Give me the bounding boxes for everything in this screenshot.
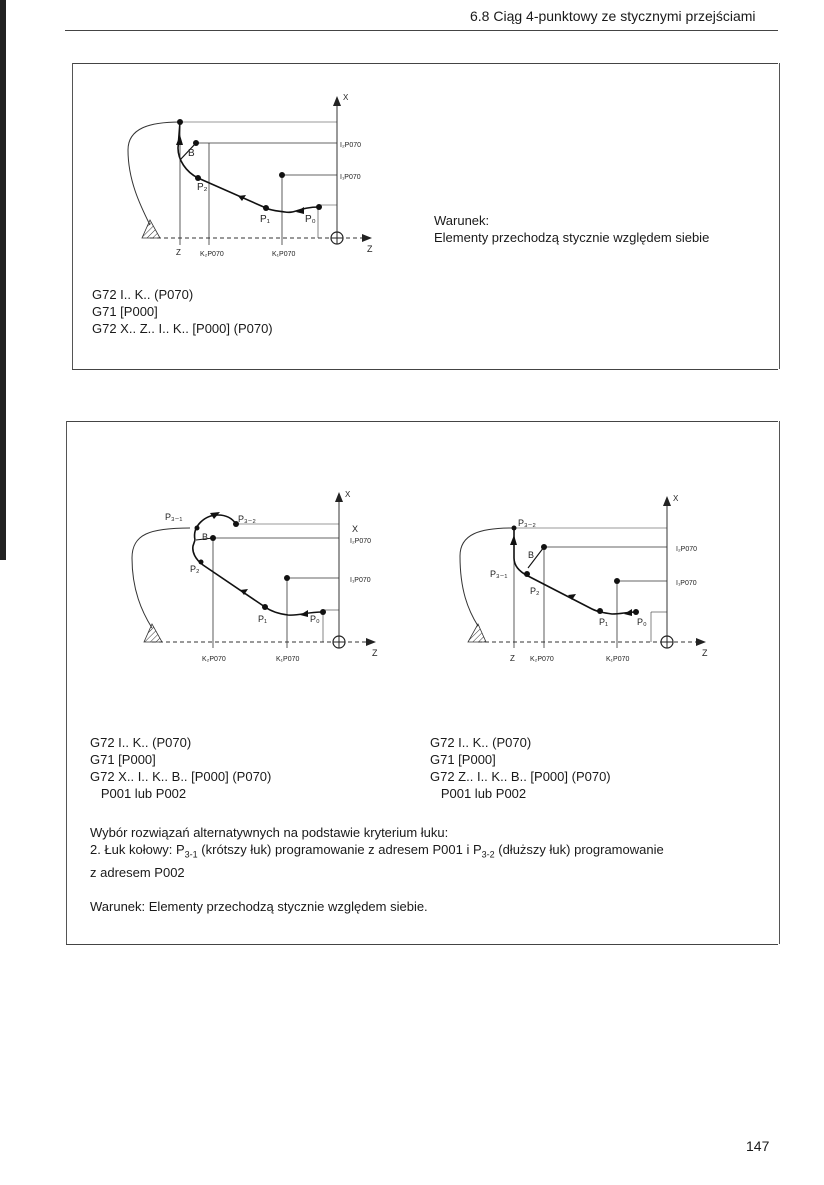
d3-label-p31: P₃₋₁ — [490, 569, 508, 579]
box2-condition: Warunek: Elementy przechodzą stycznie względem siebie. — [90, 898, 428, 914]
d1-label-k1: K₁P070 — [272, 251, 296, 258]
d3-point-i1 — [614, 578, 620, 584]
d2-label-p1: P₁ — [258, 614, 268, 624]
d1-label-p0: P₀ — [305, 214, 316, 225]
d3-point-p0 — [633, 609, 639, 615]
d1-label-z-mark: Z — [176, 248, 181, 257]
d1-label-i2: I₂P070 — [340, 142, 362, 149]
d2-label-z-axis: Z — [372, 648, 378, 658]
d1-label-p2: P₂ — [197, 182, 208, 193]
box1-code-line: G71 [P000] — [92, 304, 158, 319]
box1-code-line: G72 I.. K.. (P070) — [92, 287, 194, 302]
d2-label-k1: K₁P070 — [276, 656, 300, 663]
box2-right-code — [430, 734, 611, 802]
box1-condition-text: Elementy przechodzą stycznie względem siebie — [434, 230, 710, 245]
box1-condition-label: Warunek: — [434, 213, 490, 228]
d1-label-i1: I₁P070 — [340, 174, 361, 181]
d3-tool-path — [514, 528, 636, 614]
box2-left-code-line: G72 X.. I.. K.. B.. [P000] (P070) — [90, 769, 272, 784]
d1-label-z-axis: Z — [367, 244, 373, 254]
d3-label-z-mark: Z — [510, 654, 515, 663]
box2-right-code-line: G71 [P000] — [430, 752, 496, 767]
page-number: 147 — [746, 1138, 770, 1154]
d3-label-x-axis: X — [673, 494, 679, 503]
d3-label-k2: K₂P070 — [530, 656, 554, 663]
d3-label-i2: I₂P070 — [676, 546, 698, 553]
box2-left-code-line: G72 I.. K.. (P070) — [90, 735, 192, 750]
d2-label-k2: K₂P070 — [202, 656, 226, 663]
box2-choice-line: Wybór rozwiązań alternatywnych na podstawie kryterium łuku: — [90, 825, 449, 840]
d2-label-b: B — [202, 532, 209, 542]
d3-label-z-axis: Z — [702, 648, 708, 658]
d3-label-p0: P₀ — [637, 617, 647, 627]
d3-point-p32 — [512, 526, 517, 531]
d2-label-x-axis: X — [345, 490, 351, 499]
box2-arc-line-1: 2. Łuk kołowy: $P_{3-1}$ (krótszy łuk) programowanie z adresem P001 i $P_{3-2}$ (dłuższy łuk) programowanie — [90, 842, 664, 860]
d1-label-b: B — [188, 148, 195, 159]
d3-path-arrow-2 — [510, 535, 517, 545]
box2-right-code-line: G72 I.. K.. (P070) — [430, 735, 532, 750]
box2-explanation — [90, 824, 770, 915]
d3-point-p31 — [524, 571, 530, 577]
d2-label-i2: I₂P070 — [350, 538, 372, 545]
d3-label-i1: I₁P070 — [676, 580, 697, 587]
d3-label-p1: P₁ — [599, 617, 609, 627]
box2-arc-line-2: z adresem P002 — [90, 864, 185, 880]
d3-z-arrow — [696, 638, 706, 646]
d2-label-x-mark: X — [352, 524, 359, 534]
page-header-title: 6.8 Ciąg 4-punktowy ze stycznymi przejściami — [470, 8, 756, 24]
d1-label-x-axis: X — [343, 93, 349, 102]
d1-label-k2: K₂P070 — [200, 251, 224, 258]
d3-point-p1 — [597, 608, 603, 614]
d3-point-b — [541, 544, 547, 550]
d2-label-p0: P₀ — [310, 614, 320, 624]
d2-label-p31: P₃₋₁ — [165, 512, 183, 522]
box2-left-code-line: P001 lub P002 — [90, 786, 187, 801]
d3-x-arrow — [663, 496, 671, 506]
box1-code-line: G72 X.. Z.. I.. K.. [P000] (P070) — [92, 321, 273, 336]
box2-right-code-line: P001 lub P002 — [430, 786, 527, 801]
d2-label-i1: I₁P070 — [350, 577, 371, 584]
d2-label-p32: P₃₋₂ — [238, 514, 256, 524]
d2-label-p2: P₂ — [190, 564, 200, 574]
d3-label-b: B — [528, 550, 535, 560]
box2-left-code — [90, 734, 271, 802]
box2-left-code-line: G71 [P000] — [90, 752, 156, 767]
d3-label-p2: P₂ — [530, 586, 540, 596]
d1-label-p1: P₁ — [260, 214, 271, 225]
d3-label-p32: P₃₋₂ — [518, 518, 536, 528]
d3-chuck-hatch — [468, 624, 486, 642]
box2-right-code-line: G72 Z.. I.. K.. B.. [P000] (P070) — [430, 769, 611, 784]
d3-label-k1: K₁P070 — [606, 656, 630, 663]
